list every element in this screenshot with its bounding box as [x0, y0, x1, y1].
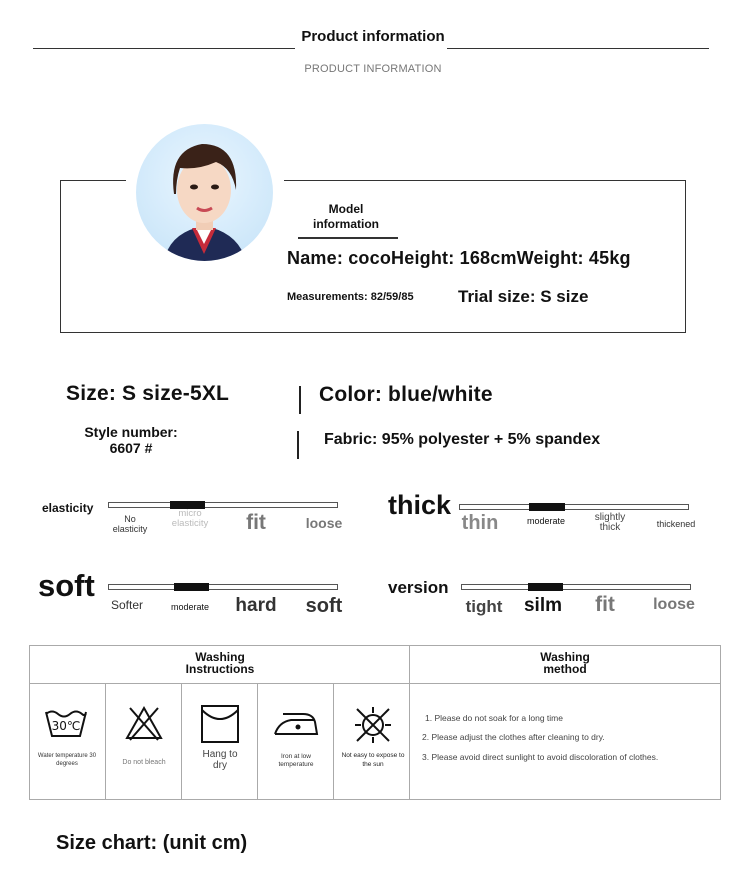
soft-track	[108, 584, 338, 590]
iron-low-icon	[273, 708, 319, 738]
version-knob	[528, 583, 563, 591]
elasticity-track	[108, 502, 338, 508]
thick-track	[459, 504, 689, 510]
elasticity-option-2: micro elasticity	[171, 508, 209, 529]
no-sun-label: Not easy to expose to the sun	[341, 752, 405, 768]
page-subtitle: PRODUCT INFORMATION	[304, 63, 442, 75]
thick-title: thick	[388, 490, 452, 520]
soft-option-2: moderate	[170, 602, 210, 612]
size-chart-title: Size chart: (unit cm)	[56, 832, 248, 854]
model-label-underline	[298, 237, 398, 239]
header-rule-left	[33, 48, 295, 49]
version-title: version	[388, 578, 449, 597]
fabric-spec: Fabric: 95% polyester + 5% spandex	[324, 431, 601, 448]
thick-option-2: moderate	[526, 516, 566, 526]
soft-option-3: hard	[235, 595, 277, 616]
version-option-2: silm	[523, 595, 563, 616]
hang-dry-label: Hang to dry	[202, 749, 238, 771]
washing-table-divider	[409, 645, 410, 800]
elasticity-option-4: loose	[305, 515, 343, 531]
wash-cell-sep-3	[257, 683, 258, 800]
wash-cell-sep-4	[333, 683, 334, 800]
soft-option-4: soft	[305, 595, 343, 617]
thick-option-3: slightly thick	[594, 512, 626, 533]
hang-dry-icon	[200, 704, 240, 744]
thick-option-1: thin	[461, 512, 499, 534]
wash-cell-sep-2	[181, 683, 182, 800]
method-note-2: 2. Please adjust the clothes after cleaning to dry.	[422, 732, 605, 742]
wash-cell-sep-1	[105, 683, 106, 800]
wash-30-label: Water temperature 30 degrees	[37, 753, 97, 767]
spec-divider-2	[297, 431, 299, 459]
washing-method-header: Washing method	[540, 650, 590, 676]
wash-30-icon	[44, 706, 88, 740]
thick-option-4: thickened	[656, 519, 696, 529]
no-bleach-icon	[124, 704, 164, 742]
version-track	[461, 584, 691, 590]
method-note-1: 1. Please do not soak for a long time	[425, 713, 563, 723]
page-title: Product information	[301, 28, 445, 45]
model-info-label: Model information	[313, 202, 379, 231]
style-number-label: Style number:	[84, 424, 178, 440]
soft-title: soft	[38, 568, 95, 603]
spec-divider-1	[299, 386, 301, 414]
model-name-line: Name: cocoHeight: 168cmWeight: 45kg	[287, 248, 631, 268]
model-avatar	[136, 124, 273, 261]
header-rule-right	[447, 48, 709, 49]
iron-low-label: Iron at low temperature	[278, 753, 314, 768]
version-option-1: tight	[465, 597, 503, 616]
elasticity-title: elasticity	[42, 501, 94, 515]
wash-30-text: 30℃	[51, 719, 81, 733]
thick-knob	[529, 503, 565, 511]
size-range: Size: S size-5XL	[66, 382, 230, 405]
model-trial-size: Trial size: S size	[458, 287, 589, 306]
soft-option-1: Softer	[110, 598, 143, 612]
washing-instructions-header: Washing Instructions	[185, 650, 255, 676]
elasticity-option-1: No elasticity	[112, 514, 148, 534]
soft-knob	[174, 583, 209, 591]
version-option-4: loose	[653, 596, 695, 613]
model-portrait-icon	[136, 124, 273, 261]
style-number-value: 6607 #	[109, 440, 153, 456]
no-sun-icon	[353, 705, 393, 745]
elasticity-option-3: fit	[246, 511, 266, 534]
no-bleach-label: Do not bleach	[122, 759, 166, 766]
color-spec: Color: blue/white	[319, 383, 493, 406]
model-measurements: Measurements: 82/59/85	[287, 291, 414, 303]
washing-header-divider	[29, 683, 721, 684]
version-option-3: fit	[595, 593, 615, 616]
method-note-3: 3. Please avoid direct sunlight to avoid discoloration of clothes.	[422, 752, 659, 762]
